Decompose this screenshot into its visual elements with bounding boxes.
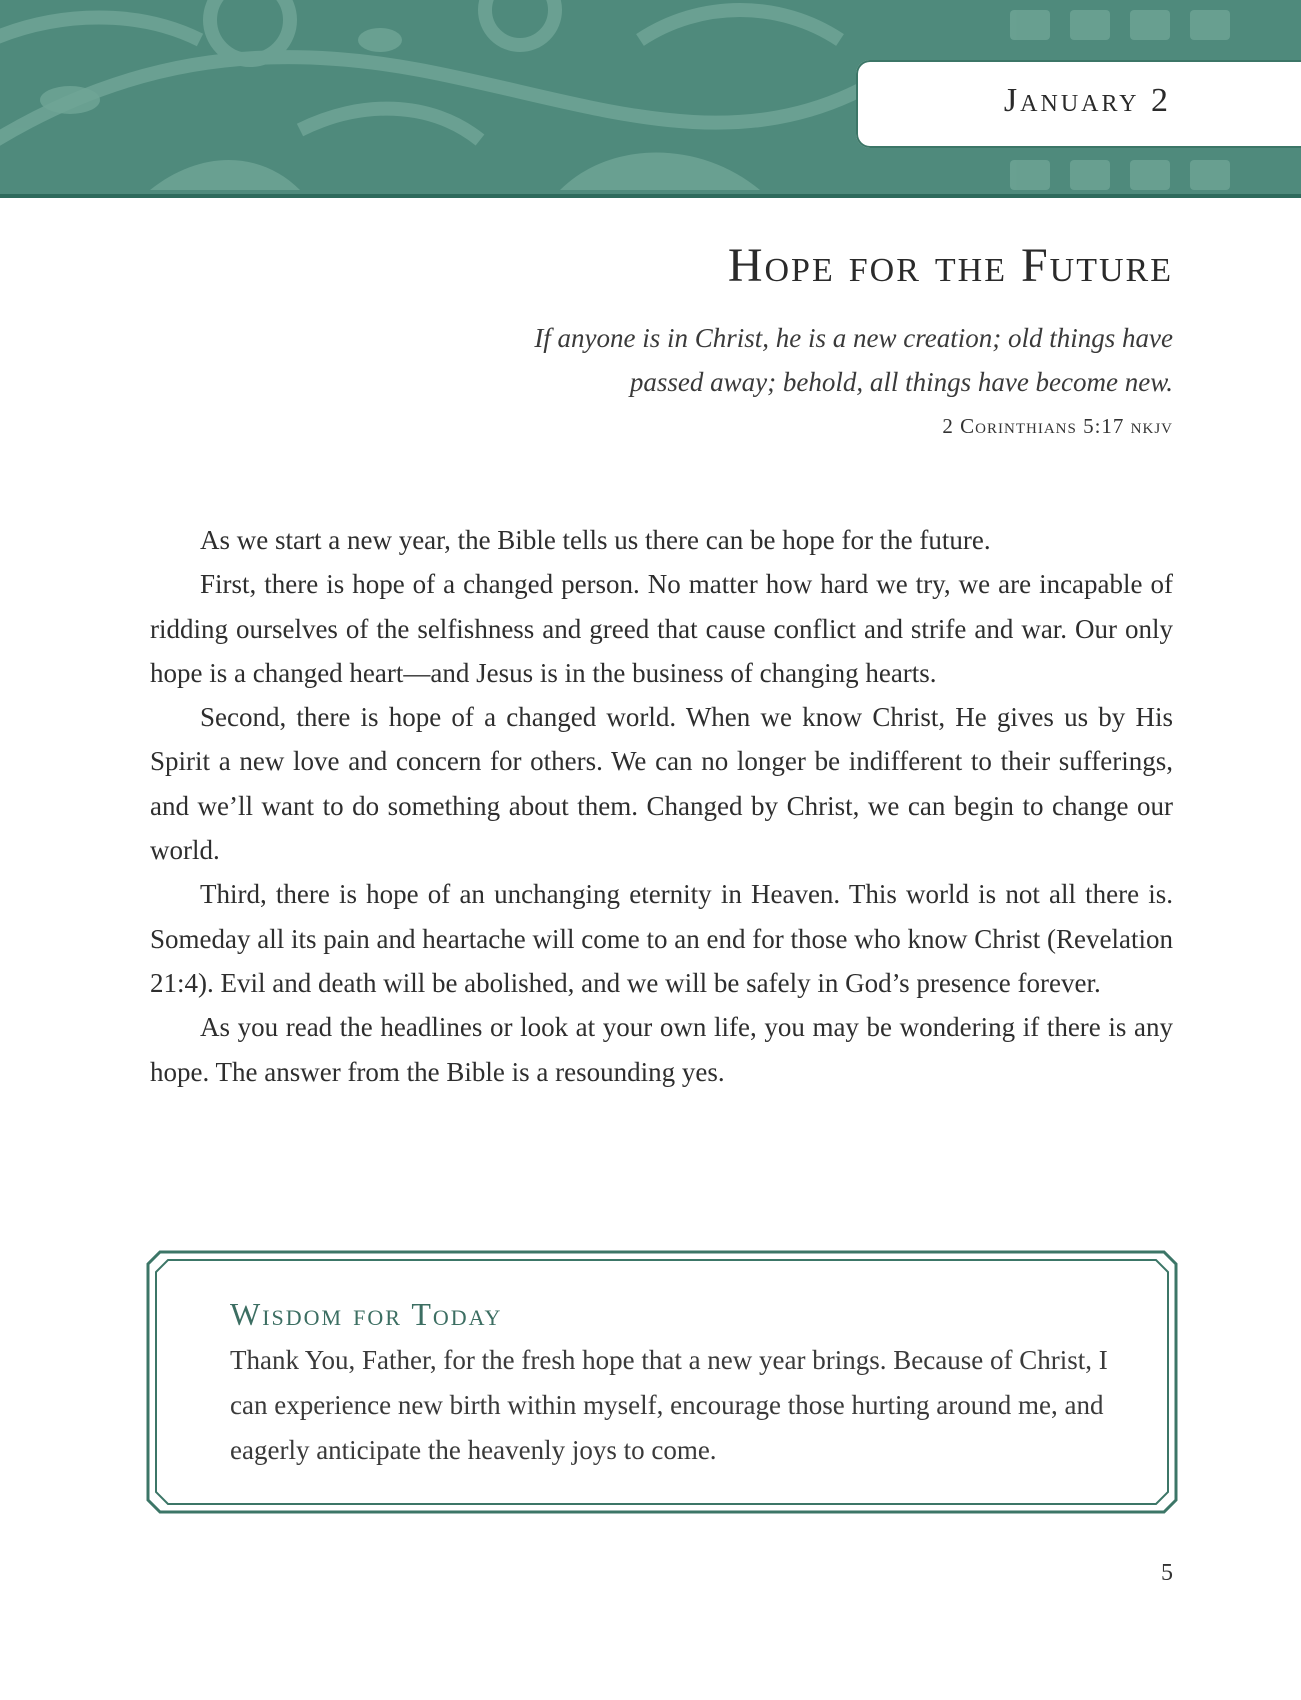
page-number: 5 xyxy=(1161,1560,1173,1586)
body-paragraph: As we start a new year, the Bible tells us there can be hope for the future. xyxy=(200,525,991,555)
epigraph-line: If anyone is in Christ, he is a new creation; old things have xyxy=(534,323,1173,353)
wisdom-box xyxy=(146,1250,1178,1514)
devotional-body xyxy=(150,518,1173,1094)
wisdom-text: Thank You, Father, for the fresh hope that a new year brings. Because of Christ, I can experience new birth within myself, encourage those hurting around me, and eagerly anticipate the heavenly joys to come. xyxy=(230,1345,1108,1465)
body-paragraph: As you read the headlines or look at your own life, you may be wondering if there is any hope. The answer from the Bible is a resounding yes. xyxy=(150,1012,1173,1087)
epigraph xyxy=(413,316,1173,404)
epigraph-line: passed away; behold, all things have become new. xyxy=(629,367,1173,397)
wisdom-heading: Wisdom for Today xyxy=(230,1296,503,1332)
date-label: January 2 xyxy=(1003,82,1171,119)
header-rule xyxy=(0,194,1301,198)
body-paragraph: First, there is hope of a changed person. No matter how hard we try, we are incapable of ridding ourselves of the selfishness and greed that cause conflict and strife and war. Our only hope is a changed heart—and Jesus is in the business of changing hearts. xyxy=(150,569,1173,688)
page-title: Hope for the Future xyxy=(727,239,1173,292)
scripture-reference: 2 Corinthians 5:17 nkjv xyxy=(942,414,1173,438)
body-paragraph: Second, there is hope of a changed world. When we know Christ, He gives us by His Spirit a new love and concern for others. We can no longer be indifferent to their sufferings, and we’ll want to do something about them. Changed by Christ, we can begin to change our world. xyxy=(150,702,1173,866)
body-paragraph: Third, there is hope of an unchanging eternity in Heaven. This world is not all there is. Someday all its pain and heartache will come to an end for those who know Christ (Revelation 21:4). Evil and death will be abolished, and we will be safely in God’s presence forever. xyxy=(150,879,1173,998)
